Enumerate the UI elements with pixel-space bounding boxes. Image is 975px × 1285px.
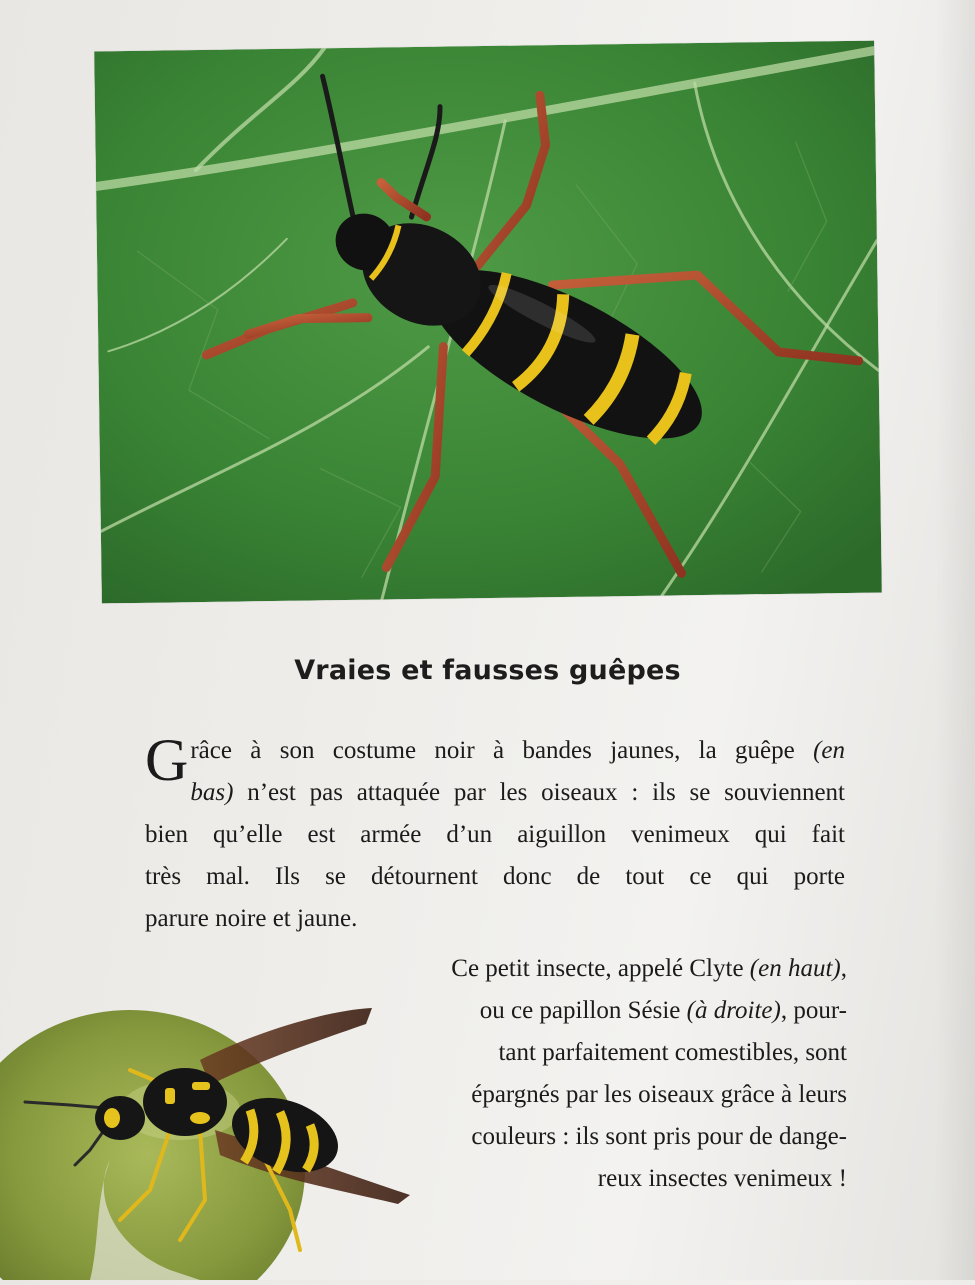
beetle-on-leaf-photo	[94, 41, 882, 604]
page-edge-shadow	[935, 0, 975, 1280]
paragraph-wasp	[145, 727, 845, 940]
paragraph-line	[145, 730, 845, 772]
paragraph-line: épargnés par les oiseaux grâce à leurs	[471, 1081, 847, 1108]
paragraph-line: couleurs : ils sont pris pour de dange-	[471, 1123, 847, 1150]
text-run: ,	[840, 955, 847, 982]
italic-run: (en	[813, 737, 845, 764]
text-run: Ce petit insecte, appelé Clyte	[451, 955, 750, 982]
wasp-on-fruit-photo	[0, 990, 420, 1280]
text-run: ou ce papillon Sésie	[479, 997, 687, 1024]
paragraph-line: tant parfaitement comestibles, sont	[498, 1039, 847, 1066]
paragraph-line: bien qu’elle est armée d’un aiguillon venimeux qui fait	[145, 821, 845, 848]
italic-run: (à droite)	[686, 997, 781, 1024]
italic-run: bas)	[190, 779, 234, 806]
paragraph-line	[327, 948, 847, 990]
text-run: n’est pas attaquée par les oiseaux : ils se souviennent	[233, 779, 845, 806]
paragraph-line: parure noire et jaune.	[145, 905, 358, 932]
italic-run: (en haut)	[749, 955, 841, 982]
text-run: râce à son costume noir à bandes jaunes, la guêpe	[190, 737, 814, 764]
section-heading: Vraies et fausses guêpes	[294, 655, 681, 686]
paragraph-line: reux insectes venimeux !	[597, 1165, 847, 1192]
drop-cap: G	[145, 727, 189, 793]
paragraph-line	[145, 772, 845, 814]
text-run: , pour-	[780, 997, 847, 1024]
paragraph-line: très mal. Ils se détournent donc de tout ce qui porte	[145, 863, 845, 890]
